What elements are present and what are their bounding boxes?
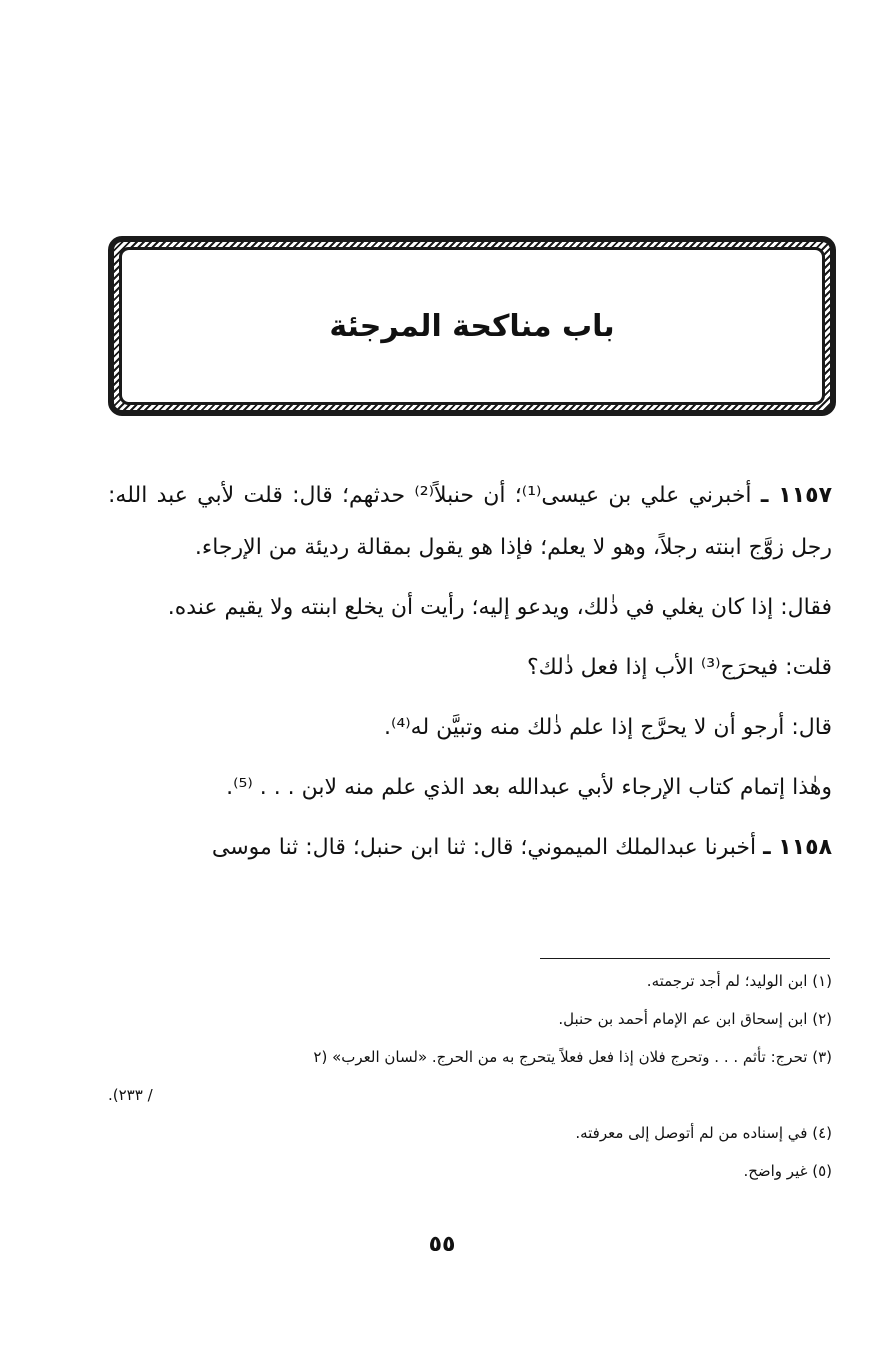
body-text — [108, 470, 832, 882]
paragraph: فقال: إذا كان يغلي في ذٰلك، ويدعو إليه؛ رأيت أن يخلع ابنته ولا يقيم عنده. — [167, 595, 832, 620]
paragraph: وهٰذا إتمام كتاب الإرجاء لأبي عبدالله بعد الذي علم منه لابن . . . ⁽⁵⁾. — [226, 775, 832, 800]
footnote-1: (١) ابن الوليد؛ لم أجد ترجمته. — [646, 972, 832, 990]
paragraph-1158 — [108, 822, 832, 874]
paragraph: قلت: فيحرَج⁽³⁾ الأب إذا فعل ذٰلك؟ — [526, 655, 832, 680]
footnote-5: (٥) غير واضح. — [743, 1162, 832, 1180]
page-number: ٥٥ — [428, 1232, 456, 1257]
footnote-2: (٢) ابن إسحاق ابن عم الإمام أحمد بن حنبل. — [558, 1010, 832, 1028]
footnote-4: (٤) في إسناده من لم أتوصل إلى معرفته. — [575, 1124, 832, 1142]
paragraph-text: أخبرني علي بن عيسى⁽¹⁾؛ أن حنبلاً⁽²⁾ حدثهم؛ قال: قلت لأبي عبد الله: رجل زوَّج ابنته رجلاً، وهو لا يعلم؛ فإذا هو يقول بمقالة رديئة من الإرجاء. — [108, 483, 832, 560]
chapter-title: باب مناكحة المرجئة — [329, 308, 615, 344]
paragraph: قال: أرجو أن لا يحرَّج إذا علم ذٰلك منه وتبيَّن له⁽⁴⁾. — [384, 715, 832, 740]
footnotes — [108, 962, 832, 1190]
title-frame-inner — [119, 247, 825, 405]
footnote-3: (٣) تحرج: تأثم . . . وتحرج فلان إذا فعل فعلاً يتحرج به من الحرج. «لسان العرب» (٢ — [313, 1048, 832, 1066]
paragraph-text: أخبرنا عبدالملك الميموني؛ قال: ثنا ابن حنبل؛ قال: ثنا موسى — [211, 835, 757, 860]
footnote-divider — [540, 958, 830, 959]
title-frame — [108, 236, 836, 416]
narration-number: ١١٥٨ ـ — [763, 835, 832, 860]
narration-number: ١١٥٧ ـ — [760, 483, 832, 508]
paragraph-1157 — [108, 470, 832, 574]
footnote-3-continuation: / ٢٣٣). — [108, 1086, 153, 1104]
